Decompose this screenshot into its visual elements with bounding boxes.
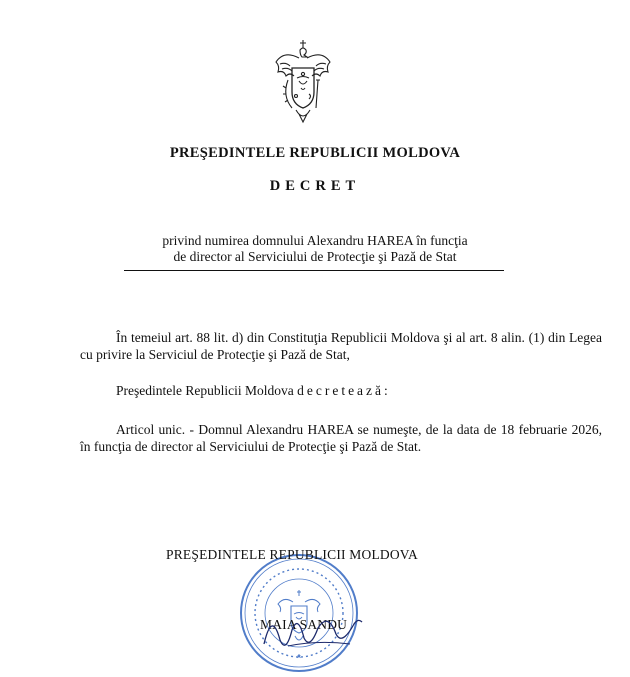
article-paragraph: Articol unic. - Domnul Alexandru HAREA se numeşte, de la data de 18 februarie 2026, în funcţia de director al Serviciului de Protecţie şi Pază de Stat. [80,422,602,454]
coat-of-arms-icon [270,38,336,124]
enacting-clause [80,383,602,400]
enacting-verb: decretează: [297,383,391,398]
enacting-subject: Preşedintele Republicii Moldova [116,383,294,398]
handwritten-signature [258,600,368,660]
subject-divider [124,270,504,271]
subject-line-2: de director al Serviciului de Protecţie şi Pază de Stat [173,249,457,264]
issuer-title: PREŞEDINTELE REPUBLICII MOLDOVA [169,145,461,161]
signatory-name: MAIA SANDU [260,617,348,632]
decree-subject [118,233,512,265]
subject-line-1: privind numirea domnului Alexandru HAREA în funcţia [162,233,468,248]
preamble-paragraph: În temeiul art. 88 lit. d) din Constituţia Republicii Moldova şi al art. 8 alin. (1) din Legea cu privire la Serviciul de Protecţie şi Pază de Stat, [80,330,602,362]
signatory-title: PREŞEDINTELE REPUBLICII MOLDOVA [166,547,418,562]
document-type: DECRET [269,178,361,194]
